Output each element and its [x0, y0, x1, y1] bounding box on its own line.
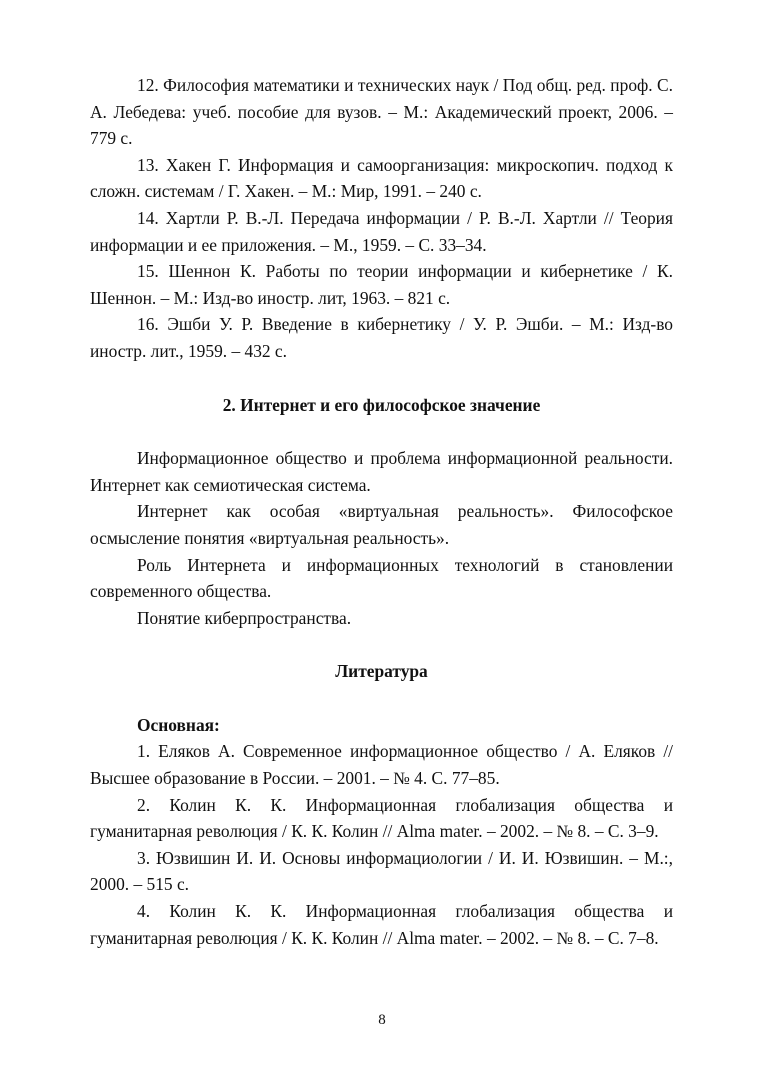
- reference-item: 3. Юзвишин И. И. Основы информациологии / И. И. Юзвишин. – М.:, 2000. – 515 с.: [90, 847, 673, 895]
- reference-item: 12. Философия математики и технических наук / Под общ. ред. проф. С. А. Лебедева: учеб. пособие для вузов. – М.: Академический проект, 2006. – 779 с.: [90, 75, 673, 149]
- document-page: [90, 72, 673, 951]
- topic-paragraph: Информационное общество и проблема информационной реальности. Интернет как семиотическая система.: [90, 448, 673, 495]
- topic-paragraph: Понятие киберпространства.: [137, 607, 352, 628]
- page-number: 8: [378, 1012, 386, 1028]
- reference-item: 2. Колин К. К. Информационная глобализация общества и гуманитарная революция / К. К. Колин // Alma mater. – 2002. – № 8. – С. 3–9.: [90, 794, 673, 842]
- topic-paragraph: Роль Интернета и информационных технологий в становлении современного общества.: [90, 554, 673, 602]
- reference-item: 13. Хакен Г. Информация и самоорганизация: микроскопич. подход к сложн. системам / Г. Хакен. – М.: Мир, 1991. – 240 с.: [90, 154, 673, 202]
- reference-item: 16. Эшби У. Р. Введение в кибернетику / У. Р. Эшби. – М.: Изд-во иностр. лит., 1959. – 432 с.: [90, 314, 673, 361]
- section-title: 2. Интернет и его философское значение: [222, 394, 541, 415]
- main-literature-label: Основная:: [137, 714, 220, 735]
- literature-title: Литература: [335, 661, 428, 682]
- reference-item: 15. Шеннон К. Работы по теории информации и кибернетике / К. Шеннон. – М.: Изд-во иностр. лит, 1963. – 821 с.: [90, 261, 673, 308]
- reference-item: 14. Хартли Р. В.-Л. Передача информации / Р. В.-Л. Хартли // Теория информации и ее приложения. – М., 1959. – С. 33–34.: [90, 207, 673, 255]
- topic-paragraph: Интернет как особая «виртуальная реальность». Философское осмысление понятия «виртуальная реальность».: [90, 501, 673, 548]
- reference-item: 1. Еляков А. Современное информационное общество / А. Еляков // Высшее образование в России. – 2001. – № 4. С. 77–85.: [90, 741, 673, 789]
- reference-item: 4. Колин К. К. Информационная глобализация общества и гуманитарная революция / К. К. Колин // Alma mater. – 2002. – № 8. – С. 7–8.: [90, 901, 673, 948]
